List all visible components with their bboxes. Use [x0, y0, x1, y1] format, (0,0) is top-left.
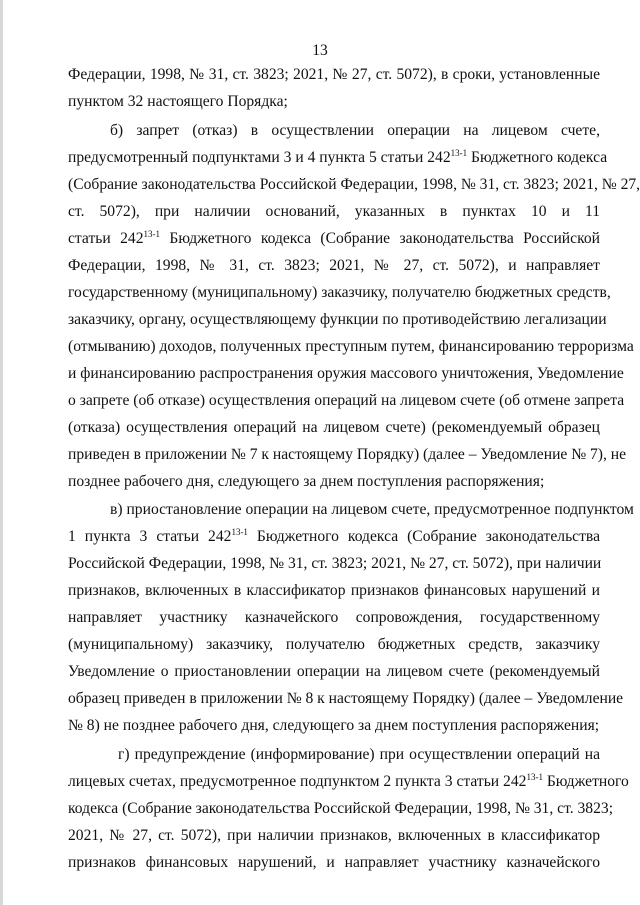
text-line: (Собрание законодательства Российской Федерации, 1998, № 31, ст. 3823; 2021, № 27, — [68, 176, 640, 193]
text-line: признаков финансовых нарушений, и направляет участнику казначейского — [68, 854, 600, 871]
text-line: Российской Федерации, 1998, № 31, ст. 3823; 2021, № 27, ст. 5072), при наличии — [68, 555, 602, 572]
text-line: № 8) не позднее рабочего дня, следующего за днем поступления распоряжения; — [68, 717, 600, 734]
text-line: кодекса (Собрание законодательства Российской Федерации, 1998, № 31, ст. 3823; — [68, 800, 614, 817]
text-line: Федерации, 1998, № 31, ст. 3823; 2021, № 27, ст. 5072), и направляет — [68, 257, 600, 274]
superscript: 13-1 — [450, 148, 468, 158]
text-line: в) приостановление операции на лицевом счете, предусмотренное подпунктом — [110, 501, 634, 518]
text-line: лицевых счетах, предусмотренное подпунктом 2 пункта 3 статьи 242$^{13-1}$ Бюджетного — [68, 772, 629, 790]
text-line: признаков, включенных в классификатор признаков финансовых нарушений и — [68, 582, 600, 599]
text-line: пунктом 32 настоящего Порядка; — [68, 93, 288, 110]
text-line: (отмыванию) доходов, полученных преступным путем, финансированию терроризма — [68, 338, 634, 355]
text-line: ст. 5072), при наличии оснований, указанных в пунктах 10 и 11 — [68, 203, 600, 220]
page-number: 13 — [312, 42, 328, 59]
text-line: направляет участнику казначейского сопровождения, государственному — [68, 609, 600, 626]
text-line: образец приведен в приложении № 8 к настоящему Порядку) (далее – Уведомление — [68, 690, 624, 707]
superscript: 13-1 — [143, 229, 161, 239]
text-line: заказчику, органу, осуществляющему функции по противодействию легализации — [68, 311, 607, 328]
text-line: о запрете (об отказе) осуществления операций на лицевом счете (об отмене запрета — [68, 392, 625, 409]
text-line: предусмотренный подпунктами 3 и 4 пункта 5 статьи 242$^{13-1}$ Бюджетного кодекса — [68, 148, 608, 166]
superscript: 13-1 — [231, 527, 248, 537]
text-line: статьи 242$^{13-1}$ Бюджетного кодекса (Собрание законодательства Российской — [68, 229, 600, 247]
text-line: 1 пункта 3 статьи 242$^{13-1}$ Бюджетного кодекса (Собрание законодательства — [68, 527, 600, 545]
text-line: (отказа) осуществления операций на лицевом счете) (рекомендуемый образец — [68, 419, 600, 436]
scan-edge — [0, 0, 3, 905]
text-line: Уведомление о приостановлении операции на лицевом счете (рекомендуемый — [68, 663, 600, 680]
text-line: 2021, № 27, ст. 5072), при наличии признаков, включенных в классификатор — [68, 827, 600, 844]
text-line: Федерации, 1998, № 31, ст. 3823; 2021, № 27, ст. 5072), в сроки, установленные — [68, 66, 600, 83]
text-line: государственному (муниципальному) заказчику, получателю бюджетных средств, — [68, 284, 611, 301]
text-line: (муниципальному) заказчику, получателю бюджетных средств, заказчику — [68, 636, 600, 653]
text-line: позднее рабочего дня, следующего за днем поступления распоряжения; — [68, 473, 545, 490]
superscript: 13-1 — [526, 772, 543, 782]
text-line: б) запрет (отказ) в осуществлении операции на лицевом счете, — [110, 122, 600, 139]
text-line: и финансированию распространения оружия массового уничтожения, Уведомление — [68, 365, 624, 382]
text-line: приведен в приложении № 7 к настоящему Порядку) (далее – Уведомление № 7), не — [68, 446, 627, 463]
text-line: г) предупреждение (информирование) при осуществлении операций на — [118, 746, 600, 763]
